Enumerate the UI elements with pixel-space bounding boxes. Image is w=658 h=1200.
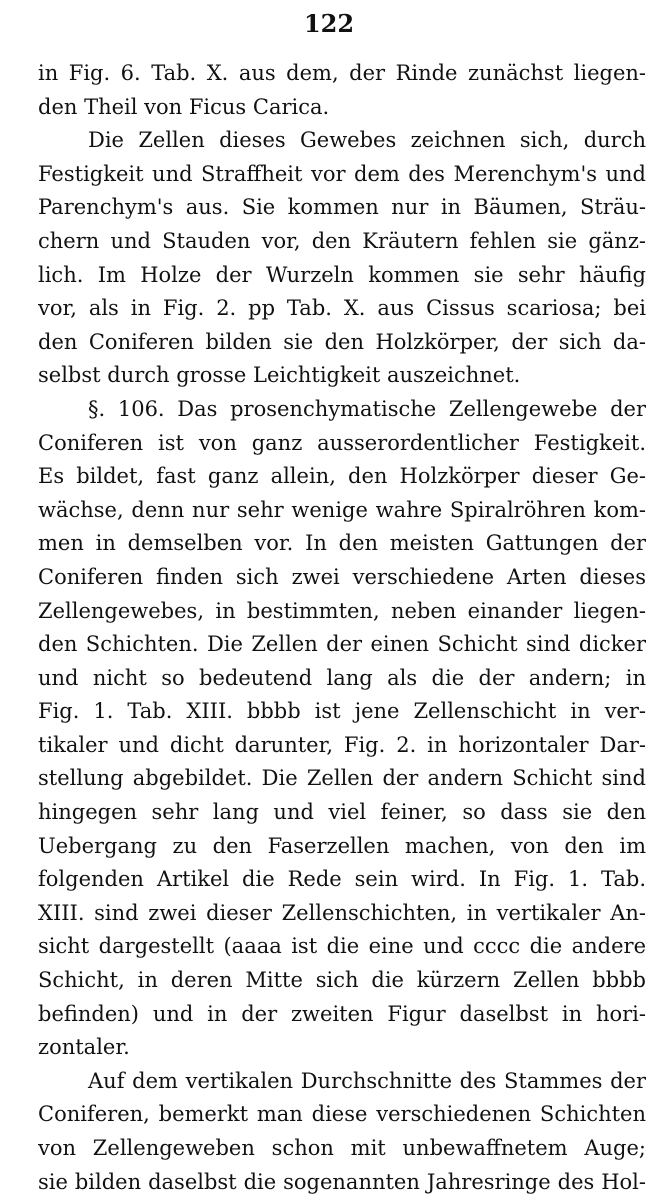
text-line: Coniferen, bemerkt man diese verschiedenen Schichten: [38, 1102, 646, 1127]
text-line: Coniferen finden sich zwei verschiedene Arten dieses: [38, 564, 646, 589]
text-line: sie bilden daselbst die sogenannten Jahresringe des Hol-: [38, 1169, 646, 1194]
text-line: Auf dem vertikalen Durchschnitte des Stammes der: [88, 1068, 646, 1093]
text-line: Coniferen ist von ganz ausserordentlicher Festigkeit.: [38, 430, 646, 455]
text-line: den Coniferen bilden sie den Holzkörper, der sich da-: [38, 329, 646, 354]
text-line: lich. Im Holze der Wurzeln kommen sie sehr häufig: [38, 262, 646, 287]
text-line: stellung abgebildet. Die Zellen der andern Schicht sind: [38, 766, 646, 791]
text-line: tikaler und dicht darunter, Fig. 2. in horizontaler Dar-: [38, 732, 646, 757]
text-line: und nicht so bedeutend lang als die der andern; in: [38, 665, 646, 690]
text-line: von Zellengeweben schon mit unbewaffnetem Auge;: [38, 1136, 646, 1160]
text-line: wächse, denn nur sehr wenige wahre Spiralröhren kom-: [38, 497, 646, 522]
text-line: men in demselben vor. In den meisten Gattungen der: [38, 531, 646, 556]
text-line: in Fig. 6. Tab. X. aus dem, der Rinde zunächst liegen-: [38, 61, 646, 85]
text-line: Parenchym's aus. Sie kommen nur in Bäumen, Sträu-: [38, 195, 646, 220]
text-line: Festigkeit und Straffheit vor dem des Merenchym's und: [38, 161, 646, 186]
text-line: chern und Stauden vor, den Kräutern fehlen sie gänz-: [38, 228, 646, 253]
body-text: [38, 57, 646, 1199]
text-line: vor, als in Fig. 2. pp Tab. X. aus Cissus scariosa; bei: [38, 296, 646, 321]
text-line: den Theil von Ficus Carica.: [38, 94, 330, 119]
text-line: sicht dargestellt (aaaa ist die eine und cccc die andere: [38, 934, 646, 959]
text-line: Schicht, in deren Mitte sich die kürzern Zellen bbbb: [38, 968, 646, 993]
text-line: Es bildet, fast ganz allein, den Holzkörper dieser Ge-: [38, 464, 646, 489]
text-line: befinden) und in der zweiten Figur daselbst in hori-: [38, 1001, 646, 1026]
text-line: selbst durch grosse Leichtigkeit auszeichnet.: [38, 363, 521, 388]
text-line: Zellengewebes, in bestimmten, neben einander liegen-: [38, 598, 646, 623]
text-line: Die Zellen dieses Gewebes zeichnen sich, durch: [88, 128, 646, 153]
text-line: folgenden Artikel die Rede sein wird. In Fig. 1. Tab.: [38, 867, 646, 892]
text-line: §. 106. Das prosenchymatische Zellengewebe der: [88, 396, 646, 421]
text-line: hingegen sehr lang und viel feiner, so dass sie den: [38, 800, 646, 825]
text-line: zontaler.: [38, 1035, 130, 1060]
text-line: den Schichten. Die Zellen der einen Schicht sind dicker: [38, 632, 646, 657]
text-line: XIII. sind zwei dieser Zellenschichten, in vertikaler An-: [38, 900, 646, 925]
text-line: Fig. 1. Tab. XIII. bbbb ist jene Zellenschicht in ver-: [38, 699, 646, 724]
text-line: Uebergang zu den Faserzellen machen, von den im: [38, 833, 646, 858]
page-number: 122: [303, 9, 355, 38]
